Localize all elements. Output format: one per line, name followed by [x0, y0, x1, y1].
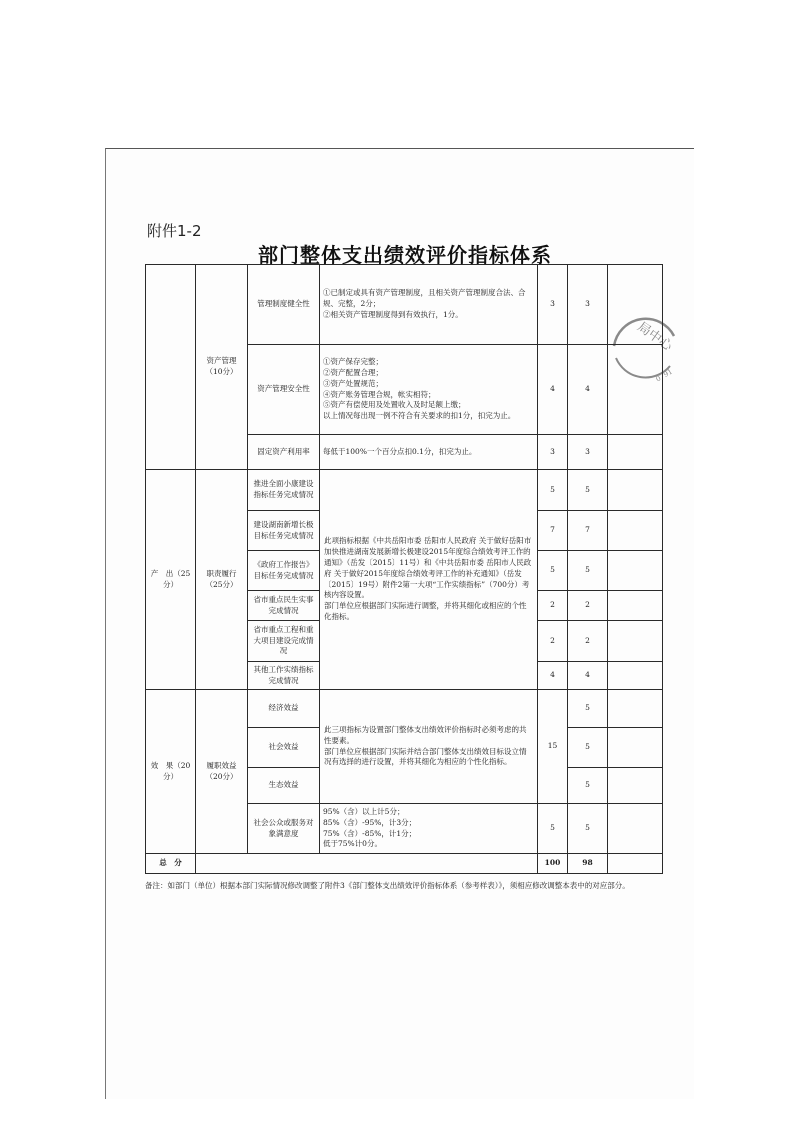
score-cell: 5: [538, 804, 568, 854]
level1-effect: 效 果（20分）: [146, 690, 196, 854]
actual-score-cell: 7: [568, 511, 608, 551]
actual-score-cell: 5: [568, 470, 608, 511]
indicator-name: 管理制度健全性: [248, 265, 320, 345]
actual-score-cell: 5: [568, 551, 608, 591]
remark-cell: [608, 470, 663, 511]
remark-cell: [608, 511, 663, 551]
remark-cell: [608, 690, 663, 728]
score-cell: 7: [538, 511, 568, 551]
total-label: 总 分: [146, 854, 196, 874]
actual-score-cell: 3: [568, 265, 608, 345]
indicator-desc: ①已制定或具有资产管理制度，且相关资产管理制度合法、合规、完整，2分； ②相关资产管理制度得到有效执行，1分。: [320, 265, 538, 345]
score-cell: 5: [538, 470, 568, 511]
actual-score-cell: 4: [568, 345, 608, 435]
attachment-label: 附件1-2: [147, 222, 202, 240]
score-cell: 4: [538, 345, 568, 435]
remark-cell: [608, 621, 663, 662]
table-row-total: [146, 854, 663, 874]
remark-cell: [608, 551, 663, 591]
actual-score-cell: 2: [568, 621, 608, 662]
score-cell: 4: [538, 662, 568, 690]
indicator-desc: 95%（含）以上计5分； 85%（含）-95%，计3分； 75%（含）-85%，计1分； 低于75%计0分。: [320, 804, 538, 854]
indicator-name: 生态效益: [248, 768, 320, 804]
table-row: [146, 690, 663, 728]
page-title: 部门整体支出绩效评价指标体系: [258, 243, 552, 267]
indicator-name: 《政府工作报告》目标任务完成情况: [248, 551, 320, 591]
output-desc: 此项指标根据《中共岳阳市委 岳阳市人民政府 关于做好岳阳市加快推进湖南发展新增长极建设2015年度综合绩效考评工作的通知》（岳发〔2015〕11号）和《中共岳阳市委 岳阳市人民政府 关于做好2015年度综合绩效考评工作的补充通知》（岳发〔2015〕19号）附件2第一大项“工作实绩指标”（700分）考核内容设置。 部门单位应根据部门实际进行调整，并将其细化或相应的个性化指标。: [320, 470, 538, 690]
group-score-cell: 15: [538, 690, 568, 804]
total-blank: [196, 854, 538, 874]
remark-cell: [608, 728, 663, 768]
indicator-name: 资产管理安全性: [248, 345, 320, 435]
actual-score-cell: 5: [568, 690, 608, 728]
indicator-name: 省市重点民生实事完成情况: [248, 591, 320, 621]
total-score: 100: [538, 854, 568, 874]
remark-cell: [608, 265, 663, 345]
indicator-desc: ①资产保存完整； ②资产配置合理； ③资产处置规范； ④资产账务管理合规，帐实相符； ⑤资产有偿使用及处置收入及时足额上缴； 以上情况每出现一例不符合有关要求的扣1分，扣完为止。: [320, 345, 538, 435]
indicator-name: 建设湖南新增长极目标任务完成情况: [248, 511, 320, 551]
total-actual: 98: [568, 854, 608, 874]
level2-asset: 资产管理（10分）: [196, 265, 248, 470]
indicator-name: 社会公众或服务对象满意度: [248, 804, 320, 854]
effect-desc: 此三项指标为设置部门整体支出绩效评价指标时必须考虑的共性要素。 部门单位应根据部门实际并结合部门整体支出绩效目标设立情况有选择的进行设置，并将其细化为相应的个性化指标。: [320, 690, 538, 804]
indicator-name: 固定资产利用率: [248, 435, 320, 470]
level2-output: 职责履行（25分）: [196, 470, 248, 690]
remark-cell: [608, 804, 663, 854]
remark-cell: [608, 768, 663, 804]
remark-cell: [608, 662, 663, 690]
score-cell: 2: [538, 591, 568, 621]
indicator-name: 省市重点工程和重大项目建设完成情况: [248, 621, 320, 662]
indicator-name: 推进全面小康建设指标任务完成情况: [248, 470, 320, 511]
indicator-desc: 每低于100%一个百分点扣0.1分，扣完为止。: [320, 435, 538, 470]
indicator-table: [145, 264, 663, 874]
indicator-name: 其他工作实绩指标完成情况: [248, 662, 320, 690]
actual-score-cell: 4: [568, 662, 608, 690]
score-cell: 2: [538, 621, 568, 662]
level1-output: 产 出（25分）: [146, 470, 196, 690]
score-cell: 3: [538, 265, 568, 345]
remark-cell: [608, 854, 663, 874]
svg-text:0791: 0791: [654, 367, 674, 384]
table-row: [146, 470, 663, 511]
actual-score-cell: 2: [568, 591, 608, 621]
score-cell: 5: [538, 551, 568, 591]
level2-effect: 履职效益（20分）: [196, 690, 248, 854]
svg-text:局中心: 局中心: [634, 319, 675, 355]
actual-score-cell: 5: [568, 768, 608, 804]
actual-score-cell: 5: [568, 728, 608, 768]
remark-cell: [608, 591, 663, 621]
indicator-name: 经济效益: [248, 690, 320, 728]
indicator-name: 社会效益: [248, 728, 320, 768]
actual-score-cell: 3: [568, 435, 608, 470]
actual-score-cell: 5: [568, 804, 608, 854]
footnote: 备注：如部门（单位）根据本部门实际情况修改调整了附件3《部门整体支出绩效评价指标体系（参考样表）》，须相应修改调整本表中的对应部分。: [145, 881, 630, 890]
score-cell: 3: [538, 435, 568, 470]
level1-cell-blank: [146, 265, 196, 470]
table-row: [146, 265, 663, 345]
remark-cell: [608, 345, 663, 435]
remark-cell: [608, 435, 663, 470]
